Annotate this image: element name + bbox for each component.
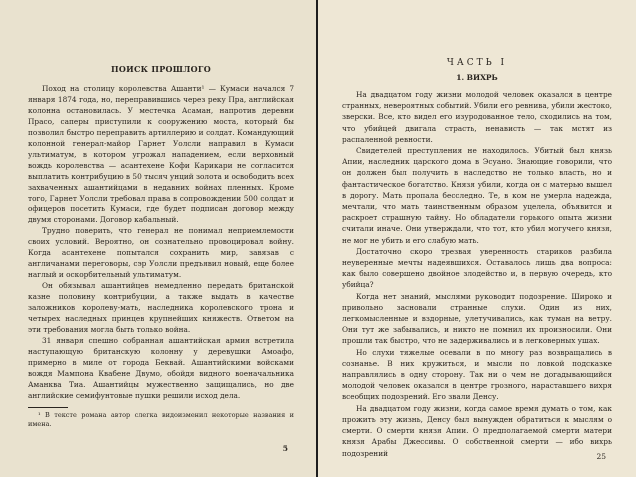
paragraph: Трудно поверить, что генерал не понимал неприемлемости своих условий. Вероятно, он сознательно провоцировал войну. Когда асантехене попытался сохранить мир, завязав с англичанами переговоры, сэр Уолсли предъявил новый, еще более наглый и оскорбительный ультиматум. — [28, 226, 294, 280]
page-number: 5 — [282, 444, 288, 453]
paragraph: Но слухи тяжелые осевали в по многу раз возвращались в сознанье. В них кружиться, и мысли по ловкой подсказке направлялись в одну сторону. Так ни о чем не догадывающийся молодой человек оказался в центре грозного, нараставшего вихря всеобщих подозрений. Его звали Денсу. — [342, 347, 612, 402]
left-page — [0, 0, 316, 477]
right-page — [318, 0, 636, 477]
part-title: ЧАСТЬ I — [446, 58, 508, 68]
paragraph: Поход на столицу королевства Ашанти¹ — Кумаси начался 7 января 1874 года, но, переправившись через реку Пра, английская колонна остановилась. У местечка Асаман, напротив деревни Прасо, саперы приступили к сооружению моста, который бы позволил быстро переправить артиллерию и солдат. Командующий колонной генерал-майор Гарнет Уолсли направил в Кумаси ультиматум, в котором угрожал нападением, если верховный вождь королевства — асантехене Кофи Карикари не согласится выплатить контрибуцию в 50 тысяч унций золота и освободить всех захваченных ашантийцами в недавних войнах пленных. Кроме того, Гарнет Уолсли требовал права в сопровождении 500 солдат и офицеров посетить Кумаси, где будет подписан договор между двумя сторонами. Договор кабальный. — [28, 84, 294, 225]
paragraph: 31 января спешно собранная ашантийская армия встретила наступающую британскую колонну у деревушки Амоафо, примерно в миле от города Беквай. Ашантийскими войсками вождя Мампона Квабене Двумо, обойдя видного военачальника Аманква Тиа. Ашантийцы мужественно защищались, но две английские семифунтовые пушки решили исход дела. — [28, 335, 294, 400]
paragraph: Свидетелей преступления не находилось. Убитый был князь Апии, наследник царского дома в Эсуано. Знающие говорили, что он должен был получить в наследство не только власть, но и фантастическое богатство. Князя убили, когда он с матерью вышел в дорогу. Мать пропала бесследно. Те, в ком не умерла надежда, мечтали, что мать таинственным образом уцелела, объявится и раскроет страшную тайну. Но обладатели горького опыта жизни считали иначе. Они утверждали, что тот, кто убил могучего князя, не мог не убить и его слабую мать. — [342, 146, 612, 245]
footnote-divider — [28, 407, 68, 408]
paragraph: На двадцатом году жизни, когда самое время думать о том, как прожить эту жизнь, Денсу был вынужден обратиться к мыслям о смерти. О смерти князя Апии. О предполагаемой смерти матери князя Арабы Джессивы. О собственной смерти — ибо вихрь подозрений — [342, 403, 612, 458]
chapter-title: 1. ВИХРЬ — [456, 73, 498, 82]
section-heading: ПОИСК ПРОШЛОГО — [111, 64, 211, 74]
paragraph: Когда нет знаний, мыслями руководит подозрение. Широко и привольно засновали странные слухи. Один из них, легкомысленные и вздорные, улетучивались, как туман на ветру. Они тут же забывались, и никто не помнил их произносили. Они прошли так быстро, что не задерживались и в легковерных ушах. — [342, 291, 612, 346]
paragraph: На двадцатом году жизни молодой человек оказался в центре странных, невероятных событий. Убили его ревнива, убили жестоко, зверски. Все, кто видел его изуродованное тело, сходились на том, что убийцей двигала страсть, ненависть — так мстят из распаленной ревности. — [342, 90, 612, 144]
footnote: ¹ В тексте романа автор слегка видоизменил некоторые названия и имена. — [28, 410, 294, 428]
paragraph: Он обязывал ашантийцев немедленно передать британской казне половину контрибуции, а также выдать в качестве заложников королеву-мать, наследника королевского трона и четырех наследных принцев крупнейших княжеств. Ответом на эти требования могла быть только война. — [28, 281, 294, 334]
page-number: 25 — [596, 452, 606, 461]
paragraph: Достаточно скоро трезвая уверенность стариков разбила неуверенные мечты надеявшихся. Оставалось лишь два вопроса: как было совершено двойное злодейство и, в первую очередь, кто убийца? — [342, 246, 612, 290]
